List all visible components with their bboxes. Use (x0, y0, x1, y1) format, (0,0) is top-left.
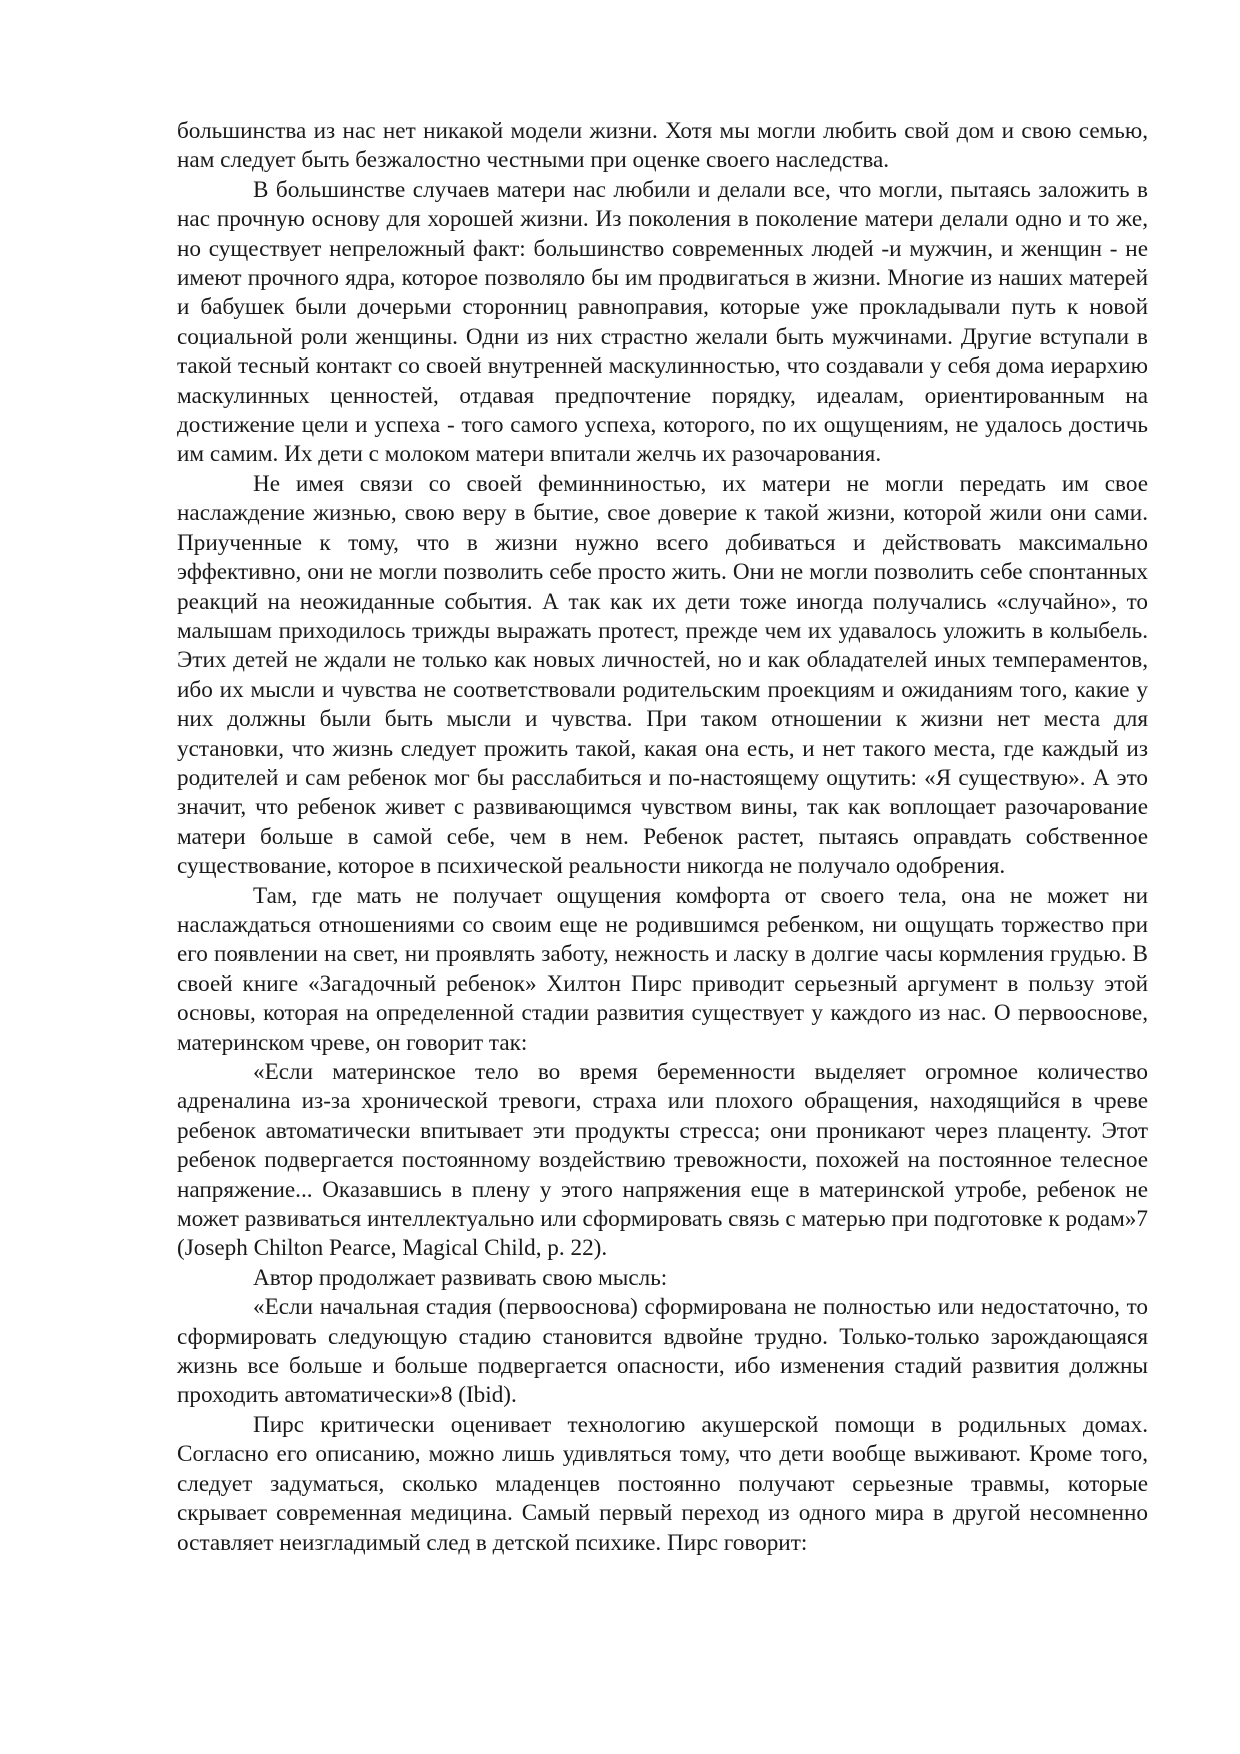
paragraph-1: большинства из нас нет никакой модели жизни. Хотя мы могли любить свой дом и свою семью, нам следует быть безжалостно честными при оценке своего наследства. (177, 118, 1148, 174)
paragraph-5: Автор продолжает развивать свою мысль: (253, 1264, 668, 1291)
paragraph-2: В большинстве случаев матери нас любили и делали все, что могли, пытаясь заложить в нас прочную основу для хорошей жизни. Из поколения в поколение матери делали одно и то же, но существует непреложный факт: большинство современных людей -и мужчин, и женщин - не имеют прочного ядра, которое позволяло бы им продвигаться в жизни. Многие из наших матерей и бабушек были дочерьми сторонниц равноправия, которые уже прокладывали путь к новой социальной роли женщины. Одни из них страстно желали быть мужчинами. Другие вступали в такой тесный контакт со своей внутренней маскулинностью, что создавали у себя дома иерархию маскулинных ценностей, отдавая предпочтение порядку, идеалам, ориентированным на достижение цели и успеха - того самого успеха, которого, по их ощущениям, не удалось достичь им самим. Их дети с молоком матери впитали желчь их разочарования. (177, 176, 1148, 468)
paragraph-6: Пирс критически оценивает технологию акушерской помощи в родильных домах. Согласно его описанию, можно лишь удивляться тому, что дети вообще выживают. Кроме того, следует задуматься, сколько младенцев постоянно получают серьезные травмы, которые скрывает современная медицина. Самый первый переход из одного мира в другой несомненно оставляет неизгладимый след в детской психике. Пирс говорит: (177, 1411, 1148, 1556)
paragraph-3: Не имея связи со своей феминниностью, их матери не могли передать им свое наслаждение жизнью, свою веру в бытие, свое доверие к такой жизни, которой жили они сами. Приученные к тому, что в жизни нужно всего добиваться и действовать максимально эффективно, они не могли позволить себе просто жить. Они не могли позволить себе спонтанных реакций на неожиданные события. А так как их дети тоже иногда получались «случайно», то малышам приходилось трижды выражать протест, прежде чем их удавалось уложить в колыбель. Этих детей не ждали не только как новых личностей, но и как обладателей иных темпераментов, ибо их мысли и чувства не соответствовали родительским проекциям и ожиданиям того, какие у них должны были быть мысли и чувства. При таком отношении к жизни нет места для установки, что жизнь следует прожить такой, какая она есть, и нет такого места, где каждый из родителей и сам ребенок мог бы расслабиться и по-настоящему ощутить: «Я существую». А это значит, что ребенок живет с развивающимся чувством вины, так как воплощает разочарование матери больше в самой себе, чем в нем. Ребенок растет, пытаясь оправдать собственное существование, которое в психической реальности никогда не получало одобрения. (177, 470, 1148, 880)
quote-paragraph-2: «Если начальная стадия (первооснова) сформирована не полностью или недостаточно, то сформировать следующую стадию становится вдвойне трудно. Только-только зарождающаяся жизнь все больше и больше подвергается опасности, ибо изменения стадий развития должны проходить автоматически»8 (Ibid). (177, 1294, 1148, 1409)
paragraph-4: Там, где мать не получает ощущения комфорта от своего тела, она не может ни наслаждаться отношениями со своим еще не родившимся ребенком, ни ощущать торжество при его появлении на свет, ни проявлять заботу, нежность и ласку в долгие часы кормления грудью. В своей книге «Загадочный ребенок» Хилтон Пирс приводит серьезный аргумент в пользу этой основы, которая на определенной стадии развития существует у каждого из нас. О первооснове, материнском чреве, он говорит так: (177, 882, 1148, 1056)
document-page (177, 117, 1148, 1558)
quote-paragraph-1: «Если материнское тело во время беременности выделяет огромное количество адреналина из-за хронической тревоги, страха или плохого обращения, находящийся в чреве ребенок автоматически впитывает эти продукты стресса; они проникают через плаценту. Этот ребенок подвергается постоянному воздействию тревожности, похожей на постоянное телесное напряжение... Оказавшись в плену у этого напряжения еще в материнской утробе, ребенок не может развиваться интеллектуально или сформировать связь с матерью при подготовке к родам»7 (Joseph Chilton Pearce, Magical Child, p. 22). (177, 1059, 1148, 1262)
